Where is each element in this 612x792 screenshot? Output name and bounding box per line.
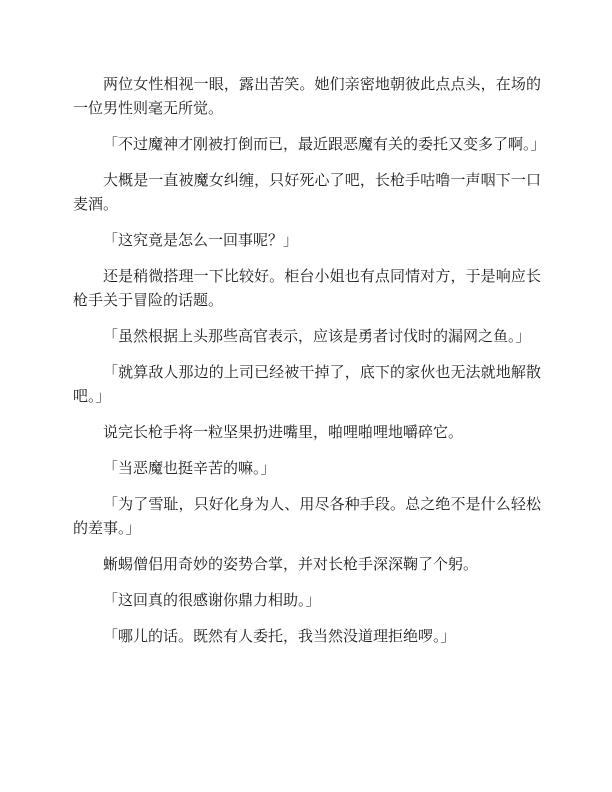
paragraph: 「不过魔神才刚被打倒而已，最近跟恶魔有关的委托又变多了啊。」 <box>103 135 546 153</box>
paragraph: 「就算敌人那边的上司已经被干掉了，底下的家伙也无法就地解散吧。」 <box>73 363 541 405</box>
paragraph: 「这究竟是怎么一回事呢？」 <box>103 231 299 249</box>
paragraph: 大概是一直被魔女纠缠，只好死心了吧，长枪手咕噜一声咽下一口麦酒。 <box>73 171 541 213</box>
body-text <box>73 72 546 660</box>
paragraph: 「虽然根据上头那些高官表示，应该是勇者讨伐时的漏网之鱼。」 <box>103 327 531 345</box>
paragraph: 「哪儿的话。既然有人委托，我当然没道理拒绝啰。」 <box>103 627 456 645</box>
paragraph: 「为了雪耻，只好化身为人、用尽各种手段。总之绝不是什么轻松的差事。」 <box>73 495 541 537</box>
paragraph: 说完长枪手将一粒坚果扔进嘴里，啪哩啪哩地嚼碎它。 <box>103 423 464 441</box>
paragraph: 还是稍微搭理一下比较好。柜台小姐也有点同情对方，于是响应长枪手关于冒险的话题。 <box>73 267 541 309</box>
paragraph: 「当恶魔也挺辛苦的嘛。」 <box>103 459 276 477</box>
paragraph: 两位女性相视一眼，露出苦笑。她们亲密地朝彼此点点头，在场的一位男性则毫无所觉。 <box>73 75 541 117</box>
paragraph: 蜥蜴僧侣用奇妙的姿势合掌，并对长枪手深深鞠了个躬。 <box>103 555 479 573</box>
paragraph: 「这回真的很感谢你鼎力相助。」 <box>103 591 321 609</box>
